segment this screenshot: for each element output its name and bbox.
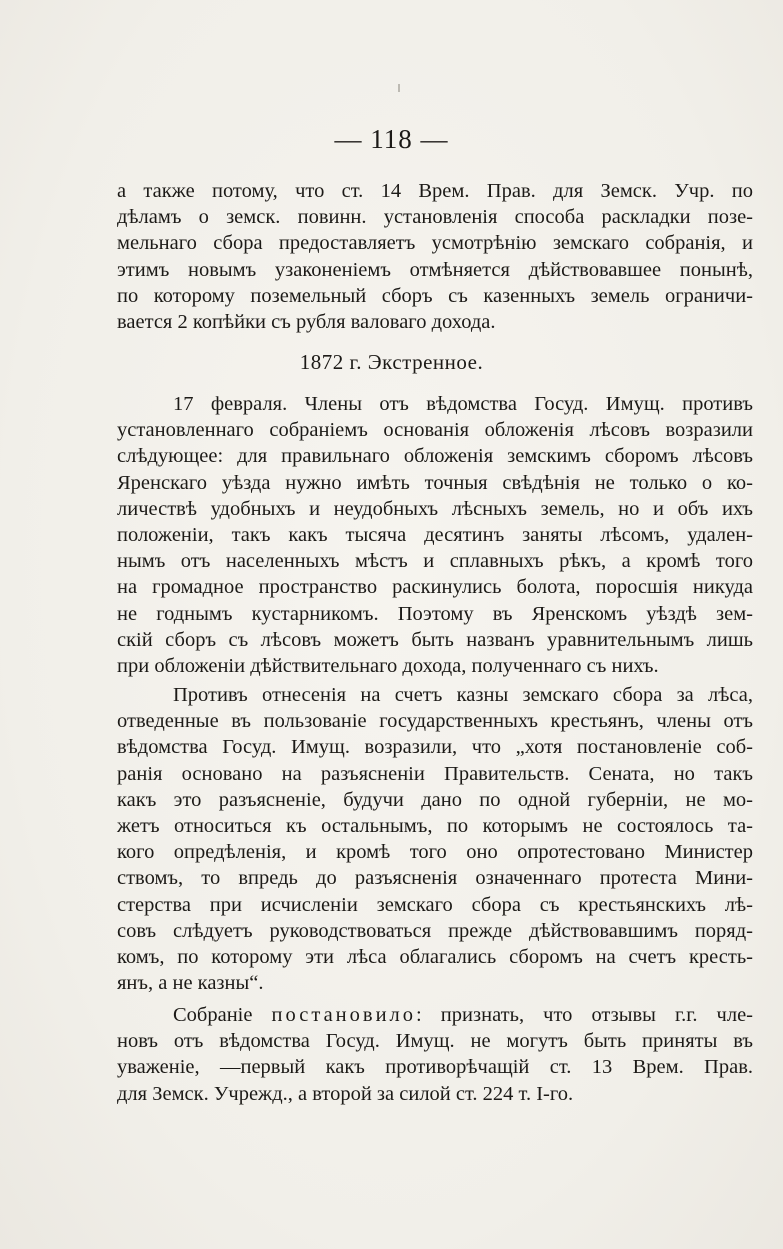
text-line: стерства при исчисленіи земскаго сбора съ крестьянскихъ лѣ- bbox=[117, 893, 753, 916]
text-line: мельнаго сбора предоставляетъ усмотрѣнію земскаго собранія, и bbox=[117, 232, 753, 255]
text-line bbox=[117, 1002, 753, 1028]
text-line: уваженіе, —первый какъ противорѣчащій ст. 13 Врем. Прав. bbox=[117, 1056, 753, 1079]
text-line: положеніи, такъ какъ тысяча десятинъ заняты лѣсомъ, удален- bbox=[117, 524, 753, 547]
text-line: совъ слѣдуетъ руководствоваться прежде дѣйствовавшимъ поряд- bbox=[117, 919, 753, 942]
ink-mark bbox=[398, 84, 400, 92]
section-heading: 1872 г. Экстренное. bbox=[299, 350, 484, 374]
text-line: а также потому, что ст. 14 Врем. Прав. для Земск. Учр. по bbox=[117, 180, 753, 202]
paragraph-objection bbox=[117, 682, 753, 996]
text-line: жетъ относиться къ остальнымъ, по которымъ не состоялось та- bbox=[117, 815, 753, 838]
text-line: скій сборъ съ лѣсовъ можетъ быть названъ уравнительнымъ лишь bbox=[117, 628, 753, 651]
page-number: — 118 — bbox=[334, 124, 449, 154]
text-line: отведенные въ пользованіе государственныхъ крестьянъ, члены отъ bbox=[117, 710, 753, 733]
text-line: слѣдующее: для правильнаго обложенія земскимъ сборомъ лѣсовъ bbox=[117, 445, 753, 468]
paragraph-february bbox=[117, 391, 753, 679]
text-line: ствомъ, то впредь до разъясненія означеннаго протеста Мини- bbox=[117, 867, 753, 890]
text-line: Яренскаго уѣзда нужно имѣть точныя свѣдѣнія не только о ко- bbox=[117, 471, 753, 494]
text-line: дѣламъ о земск. повинн. установленія способа раскладки позе- bbox=[117, 206, 753, 229]
text-line: 17 февраля. Члены отъ вѣдомства Госуд. Имущ. противъ bbox=[173, 393, 753, 415]
text-line: при обложеніи дѣйствительнаго дохода, полученнаго съ нихъ. bbox=[117, 655, 659, 678]
text-line: на громадное пространство раскинулись болота, поросшія никуда bbox=[117, 576, 753, 599]
text-line: этимъ новымъ узаконеніемъ отмѣняется дѣйствовавшее понынѣ, bbox=[117, 258, 753, 281]
resolution-verb: постановило bbox=[271, 1004, 417, 1026]
text-line: для Земск. Учрежд., а второй за силой ст. 224 т. I-го. bbox=[117, 1082, 574, 1105]
text-line: новъ отъ вѣдомства Госуд. Имущ. не могутъ быть приняты въ bbox=[117, 1030, 753, 1053]
text-line: личествѣ удобныхъ и неудобныхъ лѣсныхъ земель, но и объ ихъ bbox=[117, 497, 753, 520]
paragraph-continuation bbox=[117, 178, 753, 335]
text-line: янъ, а не казны“. bbox=[117, 972, 264, 995]
text-line: какъ это разъясненіе, будучи дано по одной губерніи, не мо- bbox=[117, 788, 753, 811]
text-line: Противъ отнесенія на счетъ казны земскаго сбора за лѣса, bbox=[173, 684, 753, 706]
paragraph-resolution bbox=[117, 1002, 753, 1107]
text-line: вается 2 копѣйки съ рубля валоваго дохода. bbox=[117, 311, 496, 334]
text-line: кого опредѣленія, и кромѣ того оно опротестовано Министер bbox=[117, 841, 753, 864]
resolution-rest: : признать, что отзывы г.г. чле- bbox=[416, 1004, 753, 1026]
resolution-start: Собраніе bbox=[173, 1004, 272, 1026]
text-line: установленнаго собраніемъ основанія обложенія лѣсовъ возразили bbox=[117, 419, 753, 442]
text-line: комъ, по которому эти лѣса облагались сборомъ на счетъ кресть- bbox=[117, 946, 753, 969]
text-line: не годнымъ кустарникомъ. Поэтому въ Яренскомъ уѣздѣ зем- bbox=[117, 602, 753, 625]
text-line: ранія основано на разъясненіи Правительств. Сената, но такъ bbox=[117, 762, 753, 785]
text-line: по которому поземельный сборъ съ казенныхъ земель ограничи- bbox=[117, 284, 753, 307]
text-line: вѣдомства Госуд. Имущ. возразили, что „хотя постановленіе соб- bbox=[117, 736, 753, 759]
text-line: нымъ отъ населенныхъ мѣстъ и сплавныхъ рѣкъ, а кромѣ того bbox=[117, 550, 753, 573]
